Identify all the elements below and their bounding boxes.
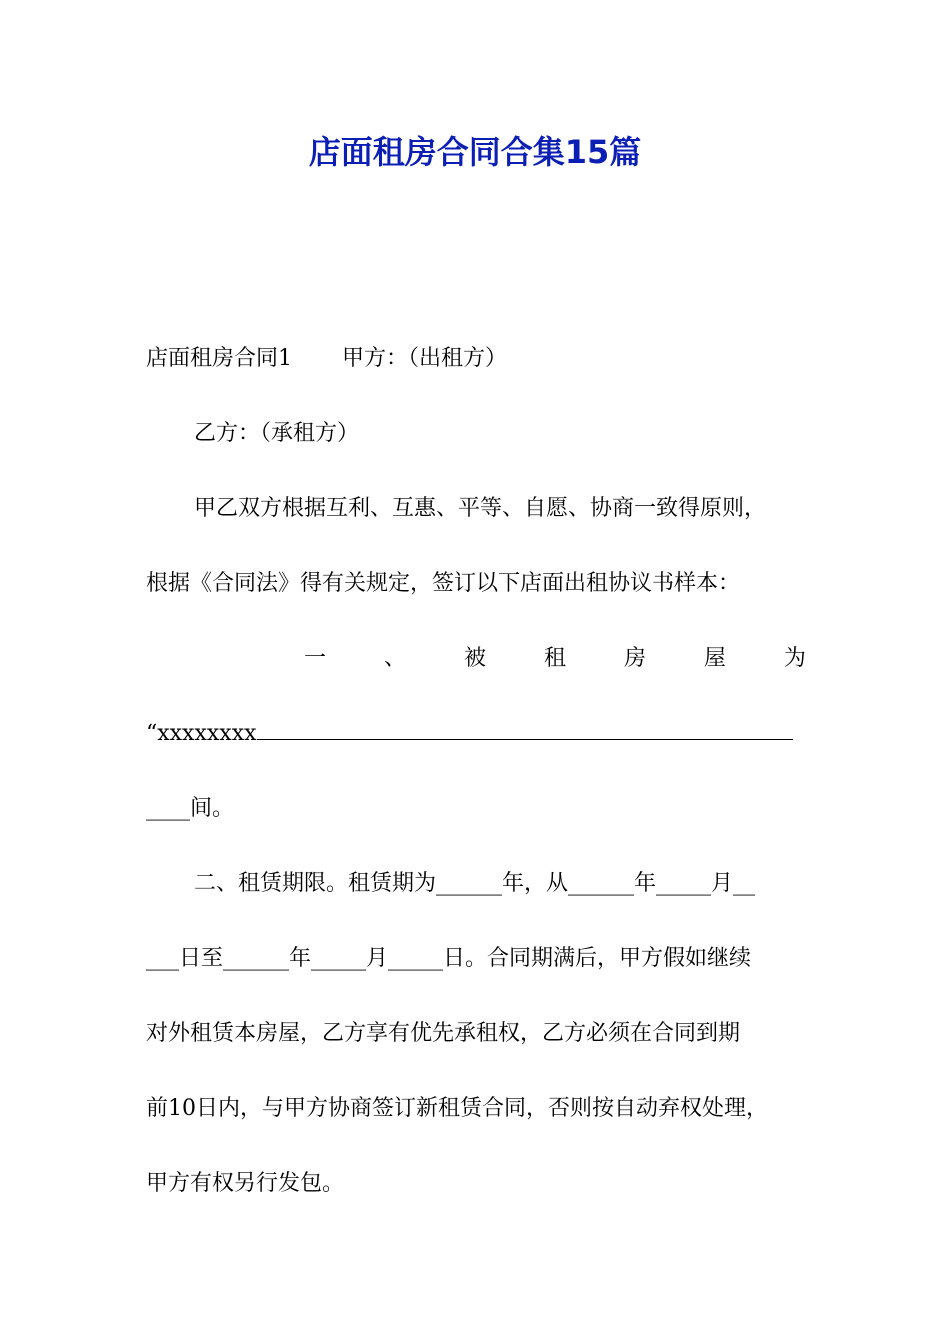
- document-title: 店面租房合同合集15篇: [308, 133, 642, 171]
- blank-underline: [257, 719, 793, 740]
- item-2-line-1: 二、租赁期限。租赁期为______年，从______年_____月__: [194, 871, 756, 896]
- item-1-line-2: [146, 718, 806, 750]
- item-2-line-5: 甲方有权另行发包。: [146, 1171, 345, 1196]
- paragraph-1-line-1: 甲乙双方根据互利、互惠、平等、自愿、协商一致得原则，: [194, 496, 767, 521]
- item-1-char: 被: [463, 646, 486, 671]
- party-a: 甲方：（出租方）: [342, 346, 508, 371]
- item-2-line-2: ___日至______年_____月_____日。合同期满后，甲方假如继续: [146, 946, 752, 971]
- party-b: 乙方：（承租方）: [194, 421, 360, 446]
- item-1-line-1: [146, 643, 806, 675]
- item-1-char: 租: [543, 646, 566, 671]
- item-1-line-2-prefix: “xxxxxxxx: [146, 721, 257, 746]
- item-2-line-4: 前10日内，与甲方协商签订新租赁合同，否则按自动弃权处理，: [146, 1096, 768, 1121]
- item-2-line-3: 对外租赁本房屋，乙方享有优先承租权，乙方必须在合同到期: [146, 1021, 741, 1046]
- paragraph-1-line-2: 根据《合同法》得有关规定，签订以下店面出租协议书样本：: [146, 571, 741, 596]
- item-1-char: 一: [304, 646, 327, 671]
- contract-heading: 店面租房合同1: [146, 346, 292, 371]
- item-1-char: 、: [383, 646, 406, 671]
- contract-heading-line: [146, 343, 806, 375]
- item-1-char: 为: [783, 646, 806, 671]
- item-1-char: 房: [623, 646, 646, 671]
- item-1-char: 屋: [703, 646, 726, 671]
- item-1-line-3: ____间。: [146, 796, 235, 821]
